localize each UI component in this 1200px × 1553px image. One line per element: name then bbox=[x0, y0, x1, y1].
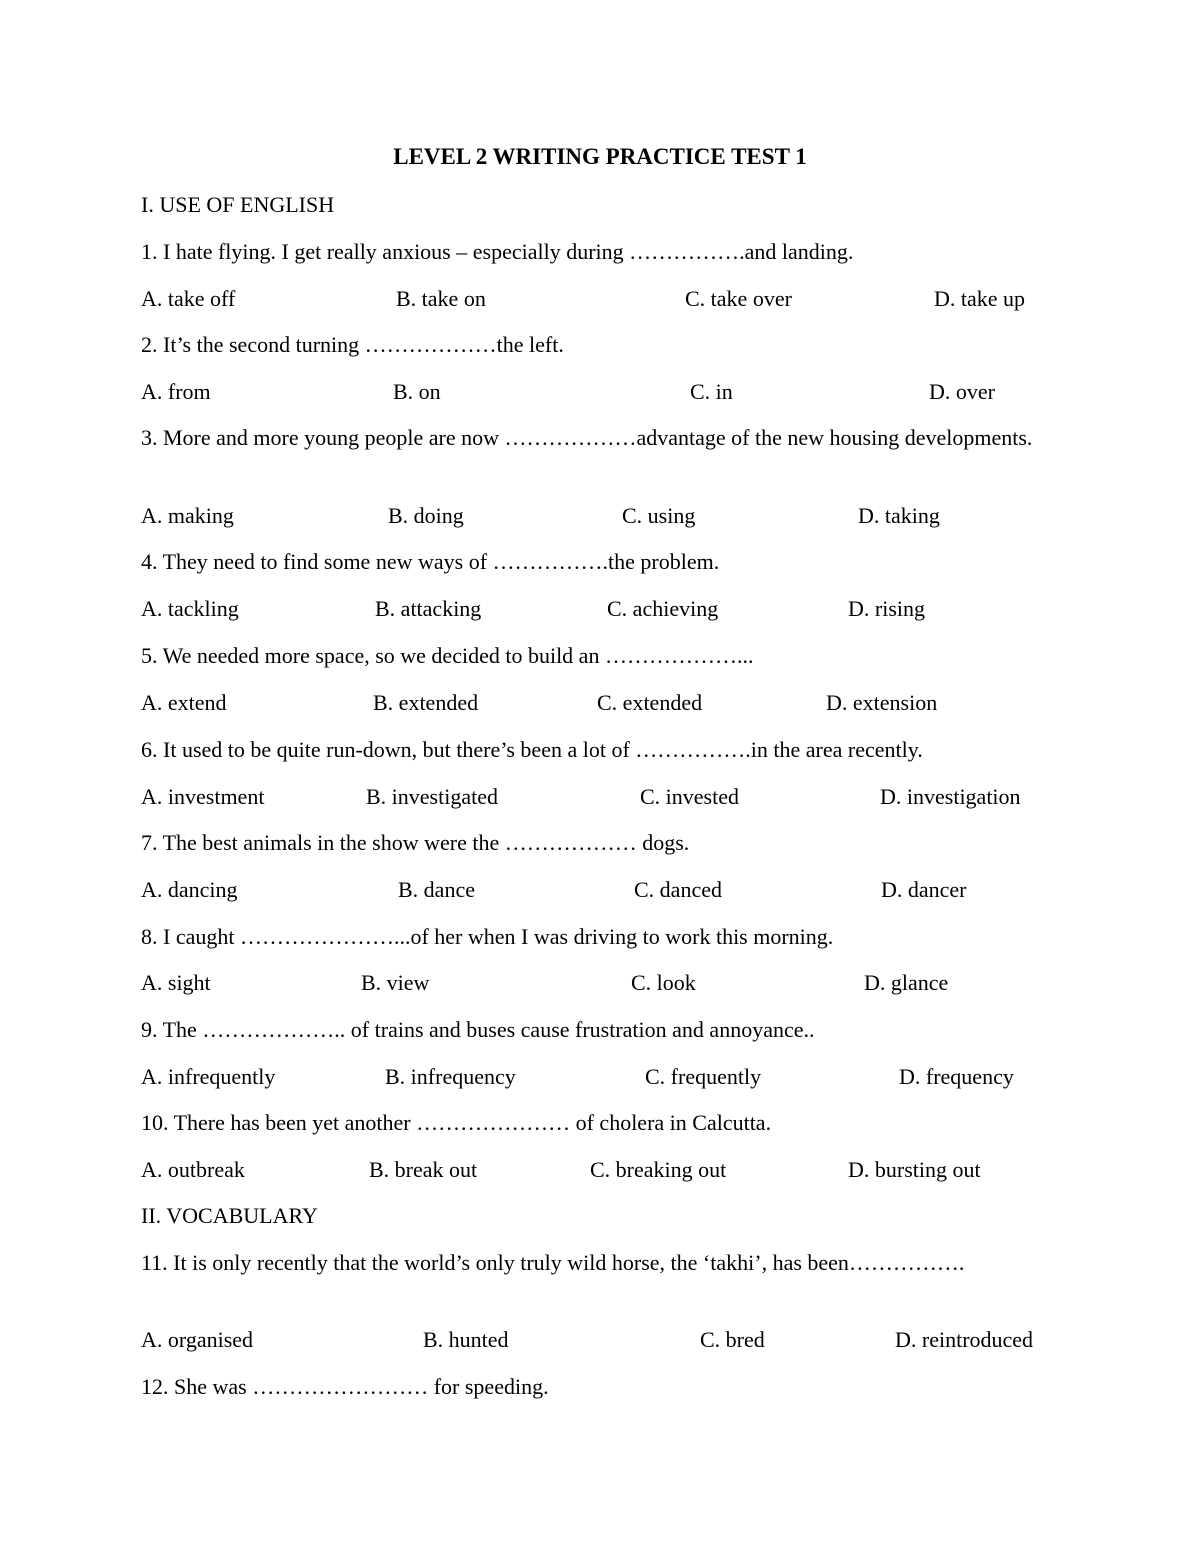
question-9-option-c: C. frequently bbox=[645, 1064, 762, 1089]
question-10-option-b: B. break out bbox=[369, 1157, 478, 1182]
question-1-option-b: B. take on bbox=[396, 286, 486, 311]
question-2-option-a: A. from bbox=[141, 379, 211, 404]
question-6-option-c: C. invested bbox=[640, 784, 739, 809]
question-11-option-d: D. reintroduced bbox=[895, 1327, 1034, 1352]
question-7-option-c: C. danced bbox=[634, 877, 722, 902]
question-5: 5. We needed more space, so we decided to build an ………………... bbox=[141, 643, 754, 668]
question-3-option-d: D. taking bbox=[858, 503, 940, 528]
question-6-option-b: B. investigated bbox=[366, 784, 498, 809]
question-3-option-b: B. doing bbox=[388, 503, 464, 528]
question-4-option-a: A. tackling bbox=[141, 596, 239, 621]
question-7-option-d: D. dancer bbox=[881, 877, 967, 902]
question-2: 2. It’s the second turning ………………the left. bbox=[141, 332, 564, 357]
question-1-option-c: C. take over bbox=[685, 286, 792, 311]
question-10: 10. There has been yet another ………………… of cholera in Calcutta. bbox=[141, 1110, 772, 1135]
question-6: 6. It used to be quite run-down, but there’s been a lot of …………….in the area recently. bbox=[141, 737, 923, 762]
question-11-option-c: C. bred bbox=[700, 1327, 765, 1352]
question-12: 12. She was …………………… for speeding. bbox=[141, 1374, 549, 1399]
question-4: 4. They need to find some new ways of …………….the problem. bbox=[141, 549, 720, 574]
question-4-option-d: D. rising bbox=[848, 596, 925, 621]
question-11: 11. It is only recently that the world’s only truly wild horse, the ‘takhi’, has been……………. bbox=[141, 1250, 965, 1275]
question-5-option-b: B. extended bbox=[373, 690, 479, 715]
question-7-option-a: A. dancing bbox=[141, 877, 238, 902]
section-heading-vocabulary: II. VOCABULARY bbox=[141, 1203, 318, 1228]
question-11-option-b: B. hunted bbox=[423, 1327, 509, 1352]
question-2-option-b: B. on bbox=[393, 379, 441, 404]
question-4-option-b: B. attacking bbox=[375, 596, 482, 621]
question-4-option-c: C. achieving bbox=[607, 596, 719, 621]
question-1: 1. I hate flying. I get really anxious – especially during …………….and landing. bbox=[141, 239, 854, 264]
question-11-option-a: A. organised bbox=[141, 1327, 254, 1352]
question-9: 9. The ……………….. of trains and buses cause frustration and annoyance.. bbox=[141, 1017, 815, 1042]
question-8-option-a: A. sight bbox=[141, 970, 211, 995]
question-6-option-a: A. investment bbox=[141, 784, 265, 809]
question-7-option-b: B. dance bbox=[398, 877, 475, 902]
question-10-option-c: C. breaking out bbox=[590, 1157, 727, 1182]
question-8-option-d: D. glance bbox=[864, 970, 949, 995]
question-9-option-b: B. infrequency bbox=[385, 1064, 516, 1089]
question-5-option-d: D. extension bbox=[826, 690, 938, 715]
question-1-option-a: A. take off bbox=[141, 286, 236, 311]
question-7: 7. The best animals in the show were the ……………… dogs. bbox=[141, 830, 690, 855]
question-3-option-c: C. using bbox=[622, 503, 696, 528]
question-1-option-d: D. take up bbox=[934, 286, 1026, 311]
question-6-option-d: D. investigation bbox=[880, 784, 1021, 809]
page-title: LEVEL 2 WRITING PRACTICE TEST 1 bbox=[393, 144, 807, 169]
question-9-option-a: A. infrequently bbox=[141, 1064, 276, 1089]
question-10-option-d: D. bursting out bbox=[848, 1157, 981, 1182]
question-2-option-d: D. over bbox=[929, 379, 995, 404]
question-3-option-a: A. making bbox=[141, 503, 234, 528]
question-8: 8. I caught …………………...of her when I was driving to work this morning. bbox=[141, 924, 834, 949]
question-5-option-c: C. extended bbox=[597, 690, 703, 715]
question-9-option-d: D. frequency bbox=[899, 1064, 1014, 1089]
section-heading-use-of-english: I. USE OF ENGLISH bbox=[141, 192, 335, 217]
question-10-option-a: A. outbreak bbox=[141, 1157, 245, 1182]
question-2-option-c: C. in bbox=[690, 379, 733, 404]
question-8-option-c: C. look bbox=[631, 970, 696, 995]
question-5-option-a: A. extend bbox=[141, 690, 227, 715]
question-3: 3. More and more young people are now ………………advantage of the new housing developments. bbox=[141, 425, 1033, 450]
question-8-option-b: B. view bbox=[361, 970, 430, 995]
